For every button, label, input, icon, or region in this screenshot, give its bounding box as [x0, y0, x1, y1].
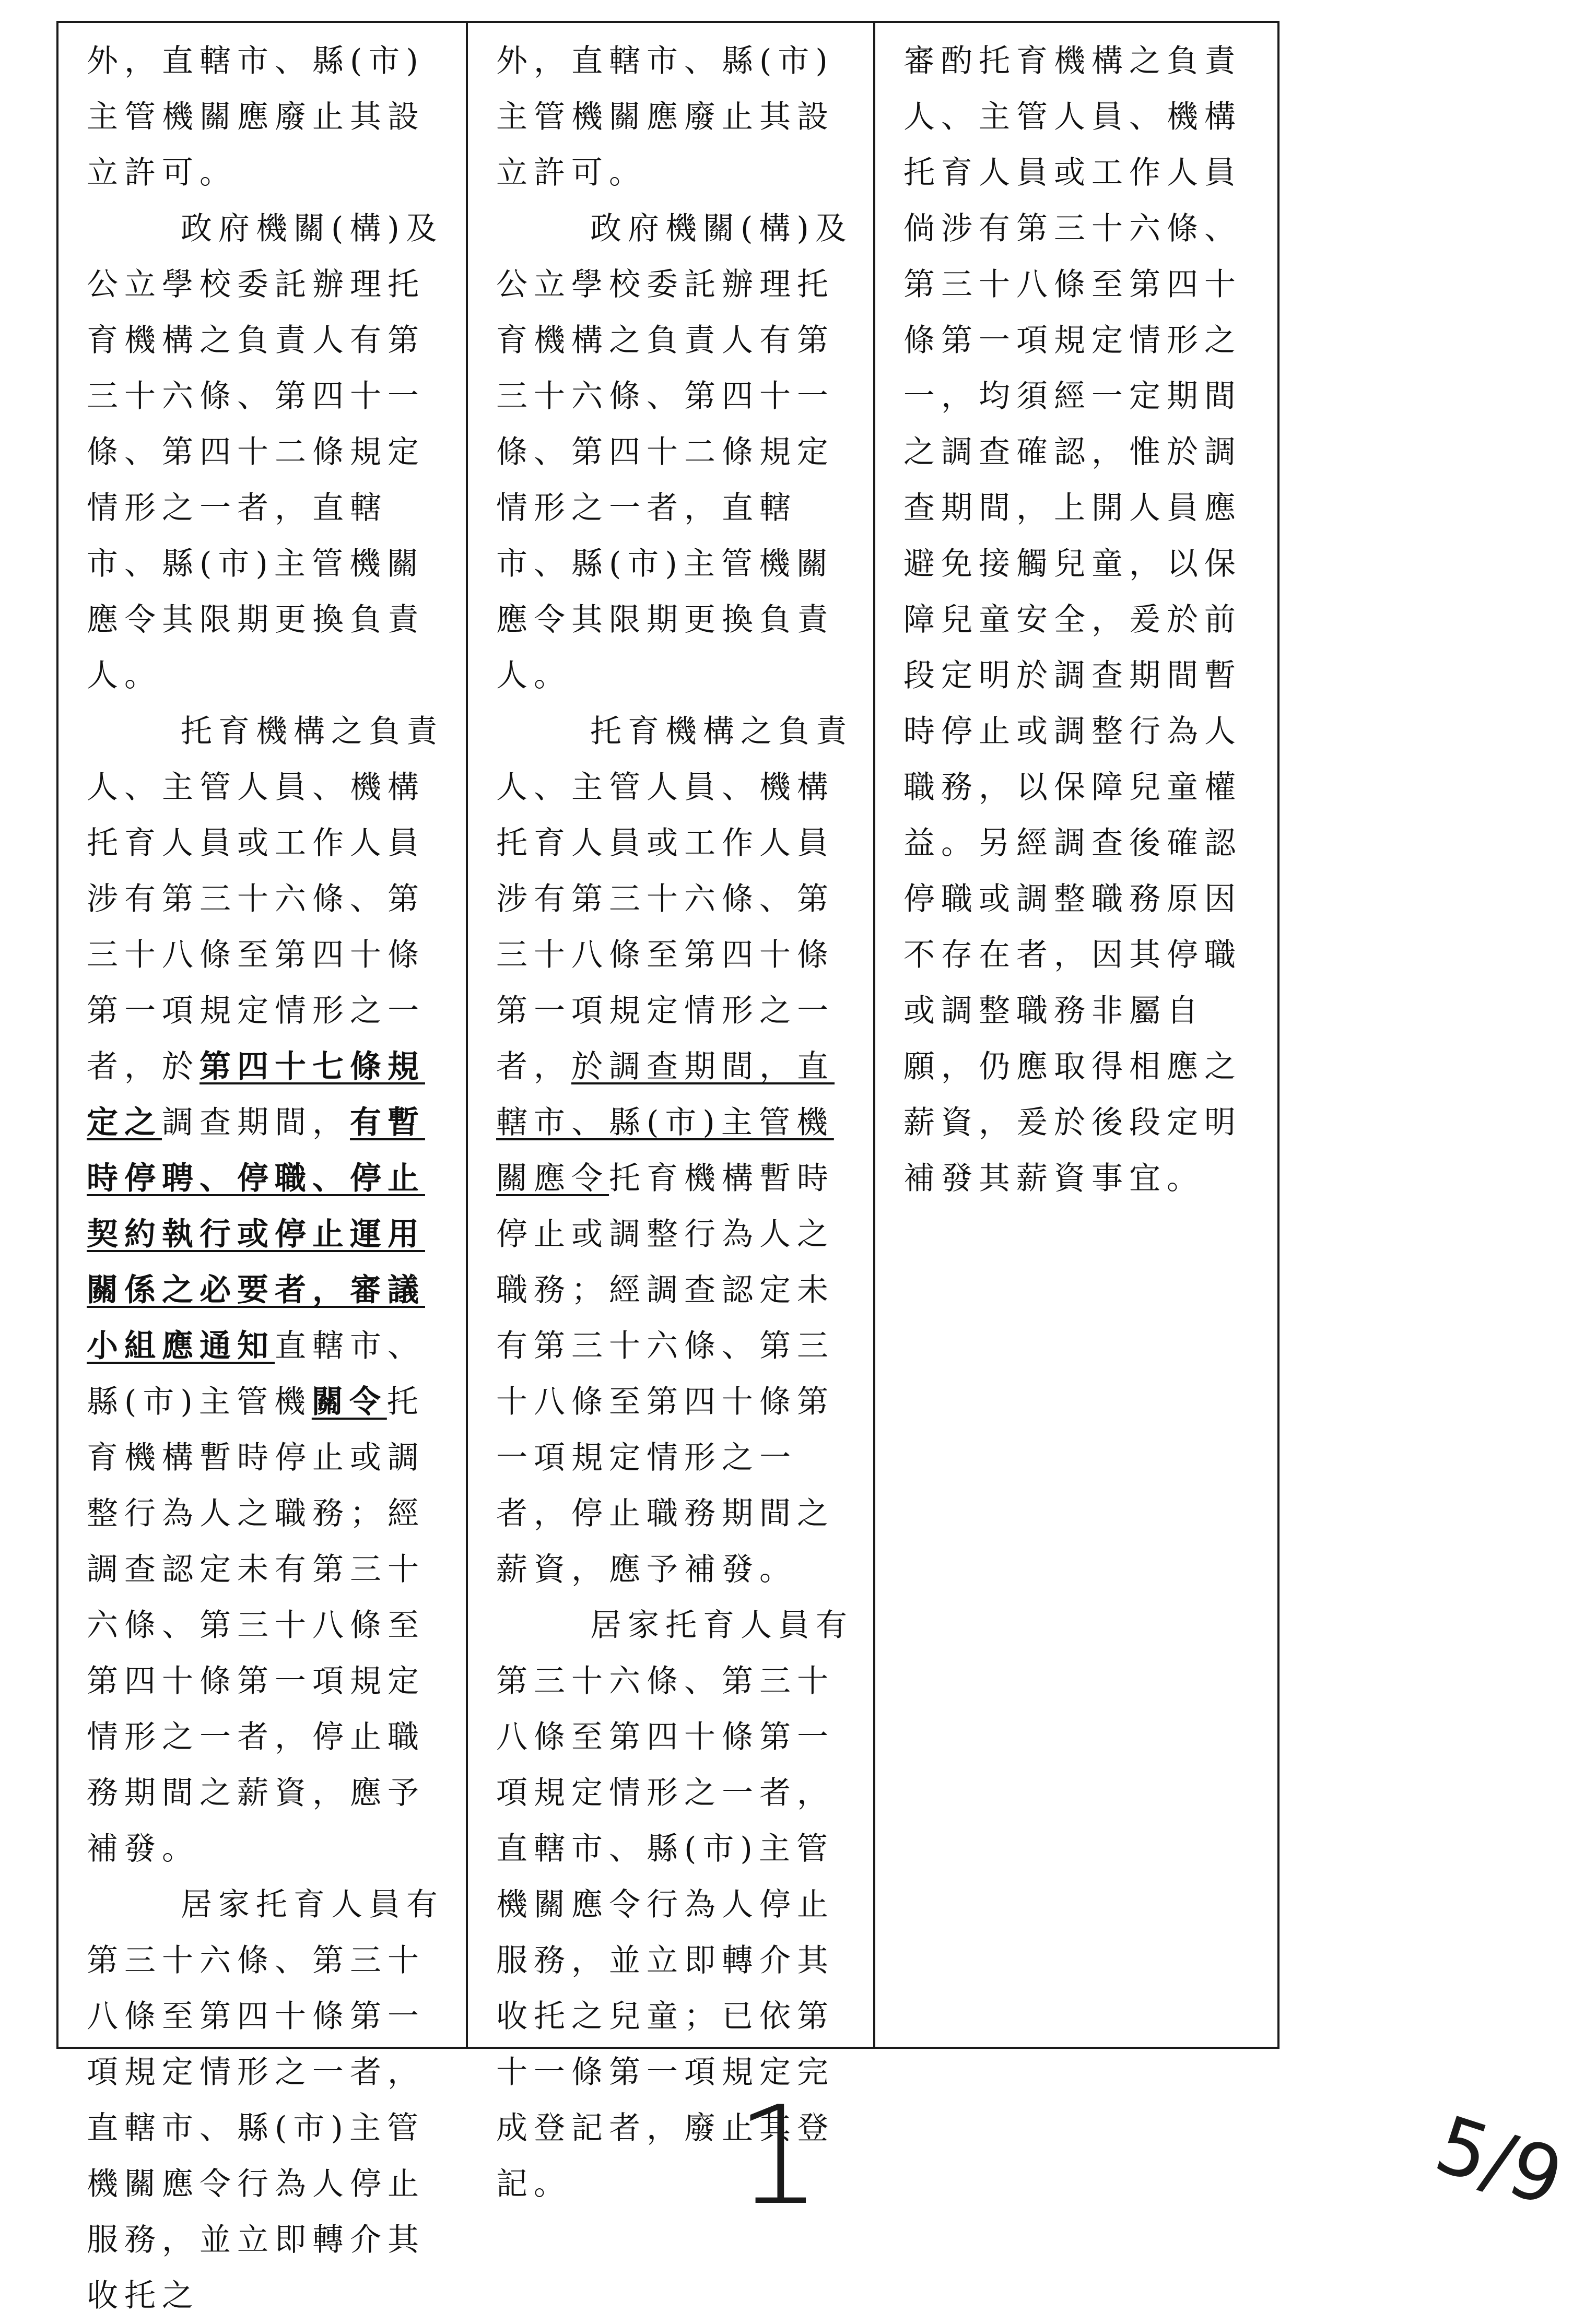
text-span: 托育機構之負責人、主管人員、機構托育人員或工作人員涉有第三十六條、第三十八條至第四十條第一項規定情形之一者， [496, 713, 853, 1085]
text-span: 居家托育人員有第三十六條、第三十八條至第四十條第一項規定情形之一者，直轄市、縣(市)主管機關應令行為人停止服務，並立即轉介其收托之兒童；已依第十一條第一項規定完成登記者，廢止其登記。 [496, 1607, 853, 2202]
column-current-text [466, 23, 873, 2202]
paragraph [496, 704, 863, 1598]
paragraph [903, 33, 1267, 1207]
paragraph [87, 33, 455, 201]
text-span: 外，直轄市、縣(市)主管機關應廢止其設立許可。 [87, 43, 425, 191]
text-span: 居家托育人員有第三十六條、第三十八條至第四十條第一項規定情形之一者，直轄市、縣(市)主管機關應令行為人停止服務，並立即轉介其收托之 [87, 1886, 444, 2314]
underlined-text: 有暫時停聘、停職、停止契約執行或停止運用關係之必要者，審議小組應通知 [87, 1104, 425, 1364]
page-number: 1 [735, 2078, 822, 2235]
paragraph [496, 33, 863, 201]
text-span: 政府機關(構)及公立學校委託辦理托育機構之負責人有第三十六條、第四十一條、第四十二條規定情形之一者，直轄市、縣(市)主管機關應令其限期更換負責人。 [87, 210, 443, 694]
handwritten-sheet-count: 5/9 [1425, 2098, 1573, 2225]
column-explanation [873, 23, 1277, 2047]
text-span: 托育機構暫時停止或調整行為人之職務；經調查認定未有第三十六條、第三十八條至第四十條第一項規定情形之一者，停止職務期間之薪資，應予補發。 [87, 1384, 425, 1867]
underlined-text: 第四十七條規定之 [87, 1048, 425, 1141]
comparison-table [56, 21, 1279, 2314]
text-span: 托育機構暫時停止或調整行為人之職務；經調查認定未有第三十六條、第三十八條至第四十條第一項規定情形之一者，停止職務期間之薪資，應予補發。 [496, 1160, 835, 1588]
paragraph [87, 1877, 455, 2324]
column-amended-text [58, 23, 466, 2314]
text-span: 調查期間， [162, 1104, 350, 1141]
text-span: 政府機關(構)及公立學校委託辦理托育機構之負責人有第三十六條、第四十一條、第四十二條規定情形之一者，直轄市、縣(市)主管機關應令其限期更換負責人。 [496, 210, 853, 694]
paragraph [496, 201, 863, 704]
text-span: 審酌托育機構之負責人、主管人員、機構托育人員或工作人員倘涉有第三十六條、第三十八條至第四十條第一項規定情形之一，均須經一定期間之調查確認，惟於調查期間，上開人員應避免接觸兒童，以保障兒童安全，爰於前段定明於調查期間暫時停止或調整行為人職務，以保障兒童權益。另經調查後確認停職或調整職務原因不存在者，因其停職或調整職務非屬自願，仍應取得相應之薪資，爰於後段定明補發其薪資事宜。 [903, 43, 1242, 1197]
paragraph [87, 704, 455, 1877]
underlined-text: 關令 [311, 1384, 387, 1420]
text-span: 托育機構之負責人、主管人員、機構托育人員或工作人員涉有第三十六條、第三十八條至第四十條第一項規定情形之一者，於 [87, 713, 444, 1085]
paragraph [87, 201, 455, 704]
text-span: 直轄市、縣(市)主管機 [87, 1328, 425, 1420]
text-span: 外，直轄市、縣(市)主管機關應廢止其設立許可。 [496, 43, 835, 191]
underlined-text: 於調查期間，直轄市、縣(市)主管機關應令 [496, 1048, 835, 1197]
